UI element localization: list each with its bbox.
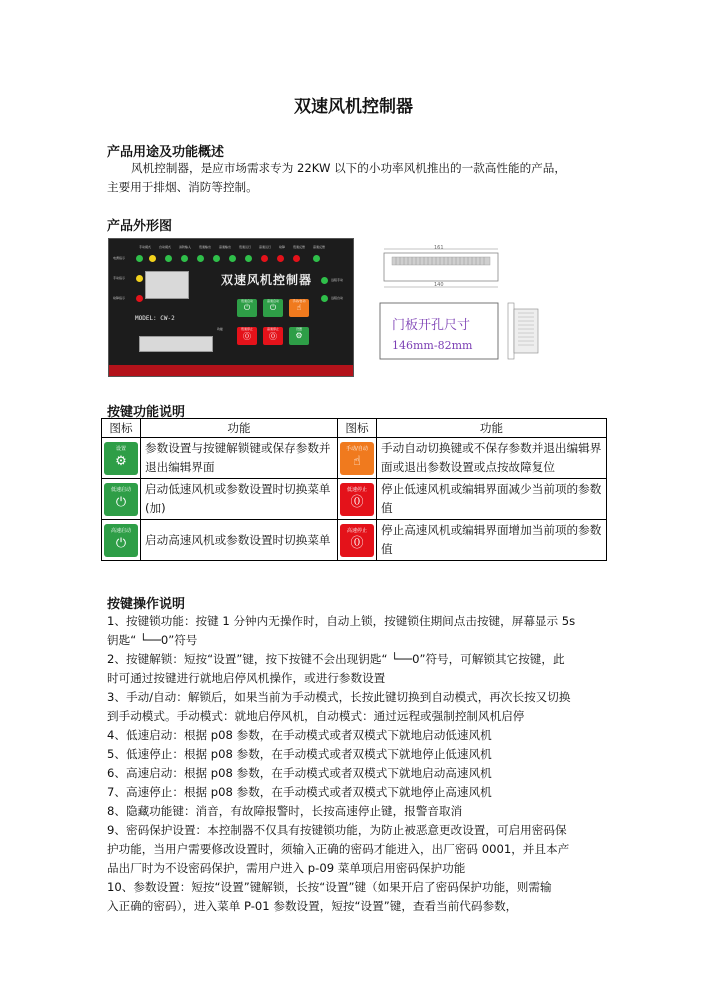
dimension-drawing-svg <box>378 245 550 375</box>
panel-button-label: 高速停止 <box>266 327 279 331</box>
table-row <box>102 479 607 520</box>
key-function-table <box>101 418 607 561</box>
panel-button-label: 低速启动 <box>240 299 253 303</box>
operation-line: 3、手动/自动：解锁后，如果当前为手动模式，长按此键切换到自动模式，再次长按又切换 <box>107 690 571 704</box>
operation-line: 9、密码保护设置：本控制器不仅具有按键锁功能，为防止被恶意更改设置，可启用密码保 <box>107 823 567 837</box>
indicator-led <box>165 255 172 262</box>
manual-auto-key-description: 手动自动切换键或不保存参数并退出编辑界面或退出参数设置或点按故障复位 <box>377 438 607 479</box>
indicator-led <box>136 255 143 262</box>
panel-header-label: 自动模式 <box>158 245 171 249</box>
panel-button-label: 设置 <box>295 327 302 331</box>
panel-left-label: 手动指示 <box>113 276 126 280</box>
panel-high-start-button: 高速启动 ⏻ <box>263 299 283 317</box>
operation-line: 入正确的密码），进入菜单 P-01 参数设置，短按“设置”键，查看当前代码参数， <box>107 899 518 913</box>
panel-header-label: 手动模式 <box>138 245 151 249</box>
indicator-led <box>313 255 320 262</box>
controller-panel-image <box>108 238 354 377</box>
panel-title: 双速风机控制器 <box>221 273 313 287</box>
panel-right-label: 远程手动 <box>331 278 344 282</box>
panel-settings-button: 设置 ⚙ <box>289 327 309 345</box>
operation-line: 时可通过按键进行就地启停风机操作，或进行参数设置 <box>107 671 386 685</box>
settings-key-description: 参数设置与按键解锁键或保存参数并退出编辑界面 <box>141 438 338 479</box>
operation-line: 4、低速启动：根据 p08 参数，在手动模式或者双模式下就地启动低速风机 <box>107 728 492 742</box>
section-heading-appearance: 产品外形图 <box>107 219 173 234</box>
operation-line: 到手动模式。手动模式：就地启停风机，自动模式：通过远程或强制控制风机启停 <box>107 709 525 723</box>
col-icon-left: 图标 <box>102 419 141 438</box>
panel-header-label: 低速输出 <box>198 245 211 249</box>
indicator-led <box>229 255 236 262</box>
indicator-led <box>321 295 328 302</box>
settings-key-icon: 设置 ⚙ <box>104 442 138 475</box>
panel-left-label: 故障指示 <box>113 296 126 300</box>
panel-manual-auto-button: 手动/自动 ☝ <box>289 299 309 317</box>
low-stop-key-description: 停止低速风机或编辑界面减少当前项的参数值 <box>377 479 607 520</box>
top-dimension-text: 161 <box>434 245 444 251</box>
usage-line-2: 主要用于排烟、消防等控制。 <box>107 180 258 194</box>
panel-header-label: 低速反馈 <box>292 245 305 249</box>
panel-low-stop-button: 低速停止 ⓪ <box>237 327 257 345</box>
panel-button-label: 高速启动 <box>266 299 279 303</box>
panel-low-start-button: 低速启动 ⏻ <box>237 299 257 317</box>
panel-header-labels <box>109 245 354 253</box>
indicator-led <box>277 255 284 262</box>
panel-button-label: 低速停止 <box>240 327 253 331</box>
section-heading-keys: 按键功能说明 <box>107 405 186 420</box>
indicator-led <box>136 295 143 302</box>
low-start-key-description: 启动低速风机或参数设置时切换菜单(加) <box>141 479 338 520</box>
operation-instructions <box>107 612 607 916</box>
table-row <box>102 438 607 479</box>
panel-header-label: 低速运行 <box>238 245 251 249</box>
operation-line: 10、参数设置：短按“设置”键解锁，长按“设置”键（如果开启了密码保护功能，则需输 <box>107 880 552 894</box>
segment-display <box>145 271 189 299</box>
panel-header-label: 故障 <box>278 245 285 249</box>
operation-line: 钥匙“ └──0”符号 <box>107 633 198 647</box>
usage-paragraph <box>107 159 607 197</box>
cutout-size-value: 146mm-82mm <box>392 339 473 352</box>
operation-line: 护功能，当用户需要修改设置时，须输入正确的密码才能进入，出厂密码 0001，并且本产 <box>107 842 570 856</box>
indicator-led <box>149 255 156 262</box>
table-header-row <box>102 419 607 438</box>
panel-red-strip <box>109 365 353 376</box>
indicator-led <box>321 277 328 284</box>
indicator-led <box>181 255 188 262</box>
usage-line-1: 风机控制器，是应市场需求专为 22KW 以下的小功率风机推出的一款高性能的产品， <box>131 161 566 175</box>
operation-line: 2、按键解锁：短按“设置”键，按下按键不会出现钥匙“ └──0”符号，可解锁其它按键，此 <box>107 652 565 666</box>
panel-header-label: 消防输入 <box>178 245 191 249</box>
lcd-window <box>139 336 213 352</box>
panel-high-stop-button: 高速停止 ⓪ <box>263 327 283 345</box>
indicator-led <box>136 275 143 282</box>
col-func-right: 功能 <box>377 419 607 438</box>
indicator-led <box>261 255 268 262</box>
table-row <box>102 520 607 561</box>
section-heading-usage: 产品用途及功能概述 <box>107 145 225 160</box>
panel-model: MODEL: CW-2 <box>135 315 175 322</box>
high-stop-key-description: 停止高速风机或编辑界面增加当前项的参数值 <box>377 520 607 561</box>
panel-mode-label: 功能 <box>217 327 224 331</box>
operation-line: 7、高速停止：根据 p08 参数，在手动模式或者双模式下就地停止高速风机 <box>107 785 492 799</box>
panel-left-label: 电源指示 <box>113 256 126 260</box>
indicator-led <box>293 255 300 262</box>
manual-auto-key-icon: 手动/自动 ☝ <box>340 442 374 475</box>
operation-line: 8、隐藏功能键：消音，有故障报警时，长按高速停止键，报警音取消 <box>107 804 463 818</box>
section-heading-operation: 按键操作说明 <box>107 597 186 612</box>
indicator-led <box>213 255 220 262</box>
indicator-led <box>245 255 252 262</box>
high-stop-key-icon: 高速停止 ⓪ <box>340 524 374 557</box>
operation-line: 1、按键锁功能：按键 1 分钟内无操作时，自动上锁，按键锁住期间点击按键，屏幕显示 5s <box>107 614 576 628</box>
panel-header-label: 高速运行 <box>258 245 271 249</box>
col-func-left: 功能 <box>141 419 338 438</box>
col-icon-right: 图标 <box>338 419 377 438</box>
panel-button-label: 手动/自动 <box>292 299 306 303</box>
operation-line: 5、低速停止：根据 p08 参数，在手动模式或者双模式下就地停止低速风机 <box>107 747 492 761</box>
high-start-key-description: 启动高速风机或参数设置时切换菜单 <box>141 520 338 561</box>
panel-right-label: 远程自动 <box>331 296 344 300</box>
low-start-key-icon: 低速启动 ⏻ <box>104 483 138 516</box>
operation-line: 品出厂时为不设密码保护，需用户进入 p-09 菜单项启用密码保护功能 <box>107 861 466 875</box>
page-title: 双速风机控制器 <box>294 97 413 117</box>
high-start-key-icon: 高速启动 ⏻ <box>104 524 138 557</box>
indicator-led <box>197 255 204 262</box>
panel-header-label: 高速反馈 <box>312 245 325 249</box>
mid-dimension-text: 140 <box>434 282 444 288</box>
cutout-size-label: 门板开孔尺寸 <box>392 318 471 333</box>
low-stop-key-icon: 低速停止 ⓪ <box>340 483 374 516</box>
panel-header-label: 高速输出 <box>218 245 231 249</box>
operation-line: 6、高速启动：根据 p08 参数，在手动模式或者双模式下就地启动高速风机 <box>107 766 492 780</box>
dimension-drawing <box>378 245 550 375</box>
